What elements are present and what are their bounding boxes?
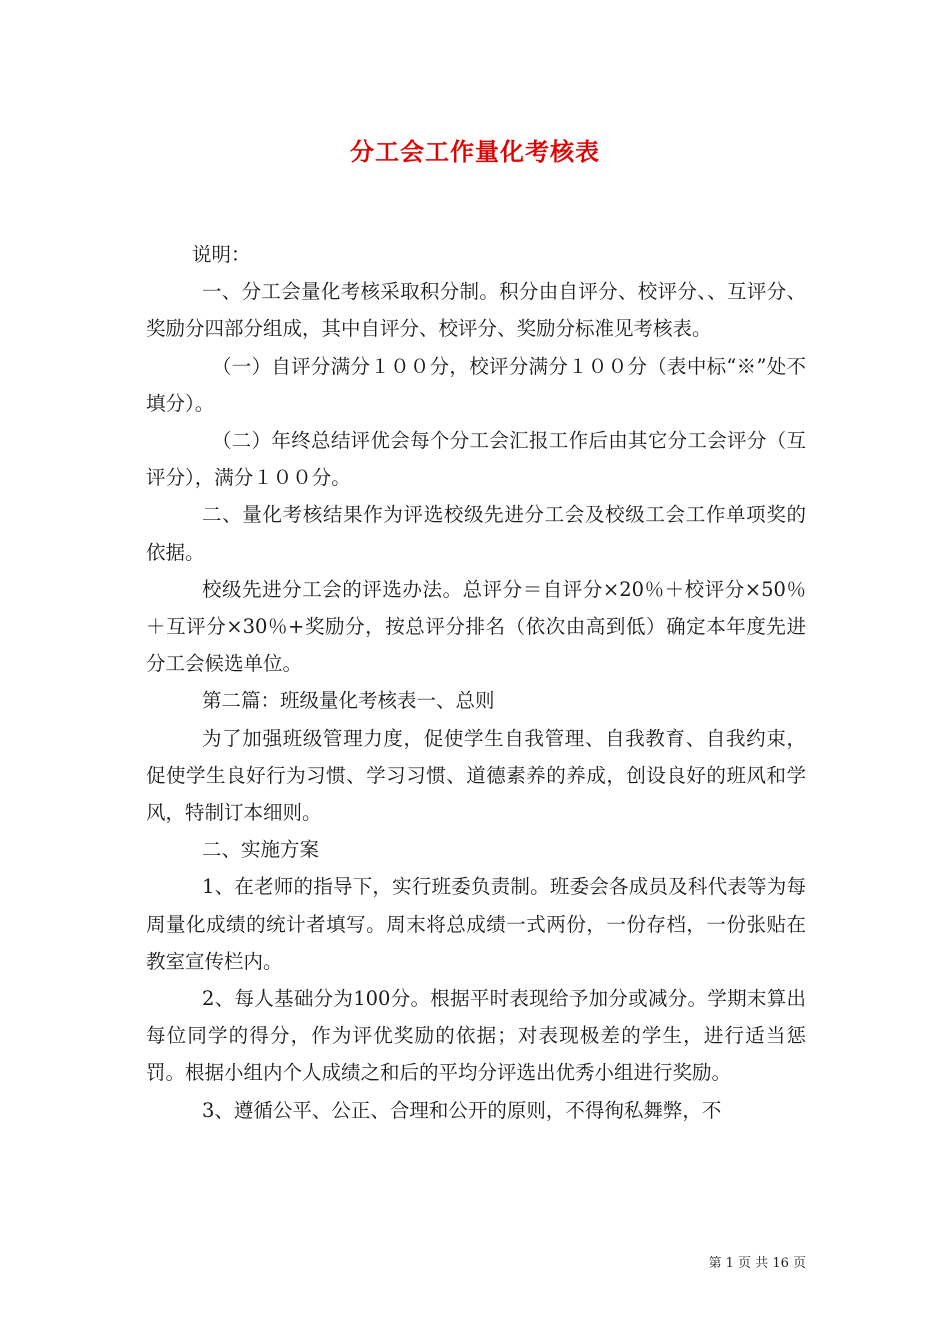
document-body [146, 236, 806, 1129]
paragraph: （一）自评分满分１００分，校评分满分１００分（表中标“※”处不填分）。 [146, 354, 806, 415]
paragraph: 校级先进分工会的评选办法。总评分＝自评分×20％＋校评分×50％＋互评分×30％+奖励分，按总评分排名（依次由高到低）确定本年度先进分工会候选单位。 [146, 577, 806, 676]
document-title: 分工会工作量化考核表 [350, 137, 600, 166]
paragraph: 一、分工会量化考核采取积分制。积分由自评分、校评分、、互评分、奖励分四部分组成，其中自评分、校评分、奖励分标准见考核表。 [146, 280, 806, 341]
paragraph: 二、量化考核结果作为评选校级先进分工会及校级工会工作单项奖的依据。 [146, 503, 806, 564]
paragraph: （二）年终总结评优会每个分工会汇报工作后由其它分工会评分（互评分），满分１００分。 [146, 429, 806, 490]
paragraph: 1、在老师的指导下，实行班委负责制。班委会各成员及科代表等为每周量化成绩的统计者填写。周末将总成绩一式两份，一份存档，一份张贴在教室宣传栏内。 [146, 875, 806, 973]
paragraph-note-label: 说明： [192, 243, 251, 266]
paragraph: 2、每人基础分为100分。根据平时表现给予加分或减分。学期末算出每位同学的得分，作为评优奖励的依据；对表现极差的学生，进行适当惩罚。根据小组内个人成绩之和后的平均分评选出优秀小组进行奖励。 [146, 987, 806, 1085]
section-heading: 第二篇：班级量化考核表一、总则 [202, 689, 495, 713]
page-number: 第 1 页 共 16 页 [708, 1256, 806, 1271]
paragraph: 3、遵循公平、公正、合理和公开的原则，不得徇私舞弊，不 [202, 1098, 722, 1122]
section-heading: 二、实施方案 [202, 838, 320, 862]
paragraph: 为了加强班级管理力度，促使学生自我管理、自我教育、自我约束，促使学生良好行为习惯、学习习惯、道德素养的养成，创设良好的班风和学风，特制订本细则。 [146, 726, 806, 825]
